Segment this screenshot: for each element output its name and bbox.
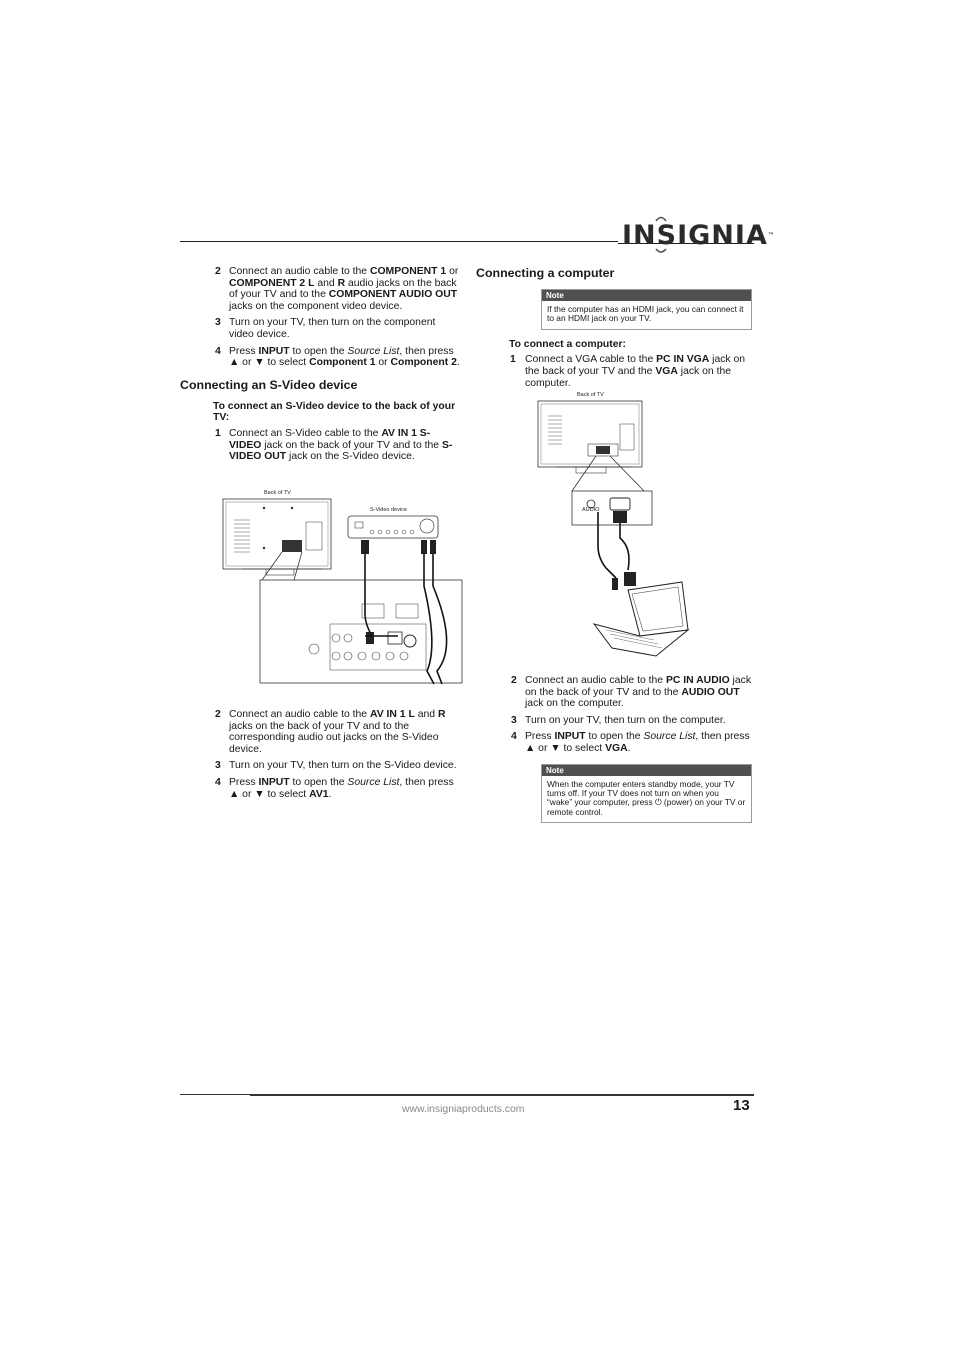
computer-procedure: To connect a computer: [509,338,627,350]
step-computer-2: 2 Connect an audio cable to the PC IN AUDIO jack on the back of your TV and to the AUDIO OUT jack on the computer. [511,675,752,710]
step-computer-1: 1 Connect a VGA cable to the PC IN VGA jack on the back of your TV and the VGA jack on the computer. [510,354,746,389]
page-number: 13 [733,1097,750,1114]
figure1-device-label: S-Video device [370,507,407,513]
svideo-heading: Connecting an S-Video device [180,377,358,392]
note-label: Note [542,290,751,301]
left-column [180,266,460,468]
right-column [476,266,756,394]
note-hdmi [541,289,752,330]
figure2-audio-label: AUDIO [582,507,600,513]
insignia-logo: INSIGNIA™ [622,220,774,251]
svideo-connection-diagram [222,496,464,686]
right-steps-after-figure [476,675,756,823]
step-svideo-1: 1 Connect an S-Video cable to the AV IN 1 S-VIDEO jack on the back of your TV and to the S-VIDEO OUT jack on the S-Video device. [215,427,453,463]
figure1-back-of-tv-label: Back of TV [264,490,291,496]
footer-url[interactable]: www.insigniaproducts.com [402,1104,525,1115]
logo-swirl-bottom-icon [655,248,667,254]
step-component-3: 3 Turn on your TV, then turn on the component video device. [215,317,436,340]
note-text: When the computer enters standby mode, your TV turns off. If your TV does not turn on when you “wake” your computer, press ⏻ (power) on your TV or remote control. [547,778,746,817]
svideo-procedure: To connect an S-Video device to the back of your TV: [213,400,456,424]
computer-heading: Connecting a computer [476,266,615,280]
step-svideo-2: 2 Connect an audio cable to the AV IN 1 L and R jacks on the back of your TV and to the corresponding audio out jacks on the S-Video device. [215,709,446,755]
footer-rule-second [250,1095,754,1096]
header-rule [180,241,618,242]
step-svideo-4: 4 Press INPUT to open the Source List, then press ▲ or ▼ to select AV1. [215,776,454,800]
computer-connection-diagram [536,398,692,660]
step-component-2: 2 Connect an audio cable to the COMPONENT 1 or COMPONENT 2 L and R audio jacks on the back of your TV and to the COMPONENT AUDIO OUT jacks on the component video device. [215,266,459,312]
note-label: Note [542,765,751,776]
figure2-back-of-tv-label: Back of TV [577,392,604,398]
note-standby [541,764,752,824]
left-steps-after-figure [180,709,460,805]
step-computer-4: 4 Press INPUT to open the Source List, then press ▲ or ▼ to select VGA. [511,731,750,754]
power-icon: ⏻ [654,797,662,808]
step-computer-3: 3 Turn on your TV, then turn on the computer. [511,714,726,726]
step-svideo-3: 3 Turn on your TV, then turn on the S-Video device. [215,760,457,772]
step-component-4: 4 Press INPUT to open the Source List, then press ▲ or ▼ to select Component 1 or Component 2. [215,345,460,369]
note-text: If the computer has an HDMI jack, you can connect it to an HDMI jack on your TV. [547,304,744,324]
